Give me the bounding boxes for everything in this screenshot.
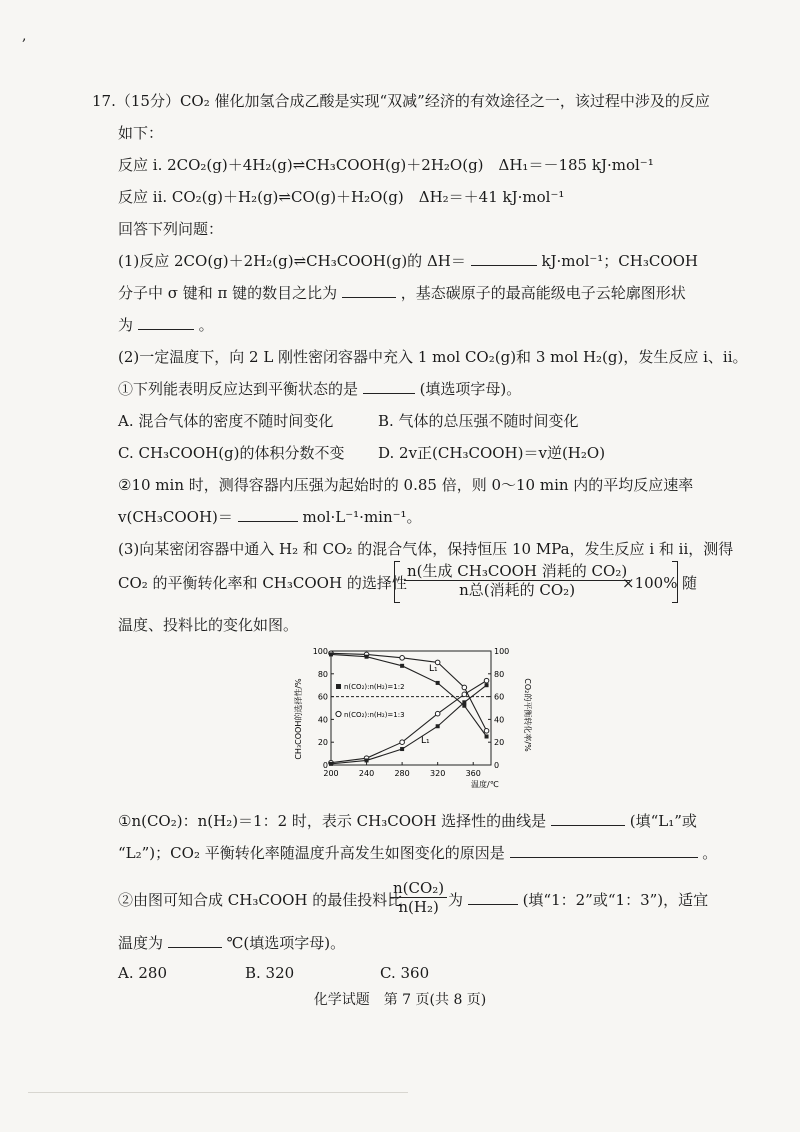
scan-mark: , [22,28,27,44]
plot-frame [331,651,491,765]
selectivity-fraction [402,562,632,599]
blank-feed-ratio[interactable] [468,890,518,905]
feed-ratio-numerator: n(CO₂) [390,879,447,898]
blank-temperature[interactable] [168,933,222,948]
part3-q2-text-c: (填“1：2”或“1：3”)，适宜 [522,891,709,909]
part2-intro: (2)一定温度下，向 2 L 刚性密闭容器中充入 1 mol CO₂(g)和 3 mol H₂(g)，发生反应 i、ii。 [118,348,748,366]
y-axis-left-label: CH₃COOH的选择性/% [294,678,303,760]
data-point-square [329,652,333,656]
data-point-square [365,655,369,659]
data-point-square [436,724,440,728]
part1-text-a: (1)反应 2CO(g)＋2H₂(g)⇌CH₃COOH(g)的 ΔH＝ [118,252,466,270]
y-tick-label-left: 60 [317,692,328,702]
x-tick-label: 200 [323,769,339,778]
legend-circle-marker [336,711,341,716]
data-point-circle [462,692,467,697]
selectivity-conversion-chart [293,645,533,790]
answer-prompt: 回答下列问题： [118,220,224,238]
data-point-square [485,735,489,739]
feed-ratio-denominator: n(H₂) [398,898,439,916]
y-tick-label-right: 80 [494,669,505,679]
y-tick-label-right: 100 [494,647,510,656]
data-point-circle [484,678,489,683]
part3-line2-tail: 随 [682,574,698,592]
y-tick-label-left: 40 [317,715,328,725]
data-point-circle [400,656,405,661]
part1-line1 [118,251,698,271]
data-point-square [436,681,440,685]
part3-q1-text-a: ①n(CO₂)：n(H₂)＝1：2 时，表示 CH₃COOH 选择性的曲线是 [118,812,547,830]
data-point-circle [484,729,489,734]
option-c: C. CH₃COOH(g)的体积分数不变 [118,444,345,462]
option-a: A. 混合气体的密度不随时间变化 [118,412,334,430]
curve-label-L1-top: L₁ [429,664,438,674]
blank-reason[interactable] [510,843,698,858]
blank-delta-h[interactable] [471,251,537,266]
selectivity-percent: ×100% [622,574,678,592]
bottom-rule [28,1092,408,1093]
part3-q2-line2 [118,933,345,953]
y-tick-label-right: 60 [494,692,505,702]
blank-rate[interactable] [238,507,298,522]
data-point-square [462,704,466,708]
bracket-right [672,561,678,603]
legend-label-1to2: n(CO₂):n(H₂)=1:2 [344,683,405,691]
legend-label-1to3: n(CO₂):n(H₂)=1:3 [344,711,405,719]
bracket-left-hooks [394,561,400,603]
y-tick-label-left: 80 [317,669,328,679]
answer-option-c: C. 360 [380,964,430,982]
part1-text-b: kJ·mol⁻¹；CH₃COOH [541,252,699,270]
part3-q1-text-d: 。 [702,844,718,862]
x-tick-label: 240 [358,769,375,778]
page-footer: 化学试题 第 7 页(共 8 页) [313,992,487,1008]
part3-q1-text-c: “L₂”)；CO₂ 平衡转化率随温度升高发生如图变化的原因是 [118,844,505,862]
part3-q2-text-e: ℃(填选项字母)。 [226,934,346,952]
data-point-square [365,758,369,762]
part3-q2-text-d: 温度为 [118,934,164,952]
answer-option-b: B. 320 [245,964,295,982]
part1-text-f: 。 [198,316,214,334]
y-tick-label-right: 20 [494,738,505,748]
y-tick-label-left: 20 [317,738,328,748]
blank-equilibrium-choice[interactable] [363,379,415,394]
reaction-ii: 反应 ii. CO₂(g)＋H₂(g)⇌CO(g)＋H₂O(g) ΔH₂＝＋41 kJ·mol⁻¹ [118,188,565,206]
x-axis-label: 温度/℃ [471,780,499,789]
answer-option-a: A. 280 [118,964,167,982]
part1-text-d: ，基态碳原子的最高能级电子云轮廓图形状 [400,284,686,302]
reaction-i: 反应 i. 2CO₂(g)＋4H₂(g)⇌CH₃COOH(g)＋2H₂O(g) ΔH₁＝－185 kJ·mol⁻¹ [118,156,654,174]
question-intro-line1: 17.（15分）CO₂ 催化加氢合成乙酸是实现“双减”经济的有效途径之一，该过程中涉及的反应 [92,92,710,110]
part3-q2-text-b: 为 [448,891,464,909]
data-point-square [400,747,404,751]
part3-q2-line1-tail [448,890,708,910]
part1-line2 [118,283,686,303]
option-d: D. 2v正(CH₃COOH)＝v逆(H₂O) [378,444,606,462]
blank-bond-ratio[interactable] [342,283,396,298]
data-point-square [462,700,466,704]
x-tick-label: 320 [430,769,446,778]
legend-square-marker [336,684,341,689]
part2-q1-text-b: (填选项字母)。 [419,380,522,398]
question-intro-line2: 如下： [118,124,164,142]
blank-orbital-shape[interactable] [138,315,194,330]
part2-q2-line2 [118,507,422,527]
part1-text-e: 为 [118,316,134,334]
selectivity-numerator: n(生成 CH₃COOH 消耗的 CO₂) [404,562,630,581]
part2-q2-line1: ②10 min 时，测得容器内压强为起始时的 0.85 倍，则 0～10 min 内的平均反应速率 [118,476,694,494]
part2-q2-text-b: v(CH₃COOH)＝ [118,508,233,526]
part3-q1-line2 [118,843,717,863]
part1-line3 [118,315,214,335]
y-axis-right-label: CO₂的平衡转化率/% [523,678,532,752]
part3-q1-line1 [118,811,697,831]
data-point-square [400,664,404,668]
y-tick-label-right: 40 [494,715,505,725]
legend [336,683,405,719]
feed-ratio-fraction [388,879,449,916]
part2-q1 [118,379,521,399]
part3-q2-line1-text: ②由图可知合成 CH₃COOH 的最佳投料比 [118,891,403,909]
part1-text-c: 分子中 σ 键和 π 键的数目之比为 [118,284,338,302]
data-point-circle [435,711,440,716]
blank-curve-choice[interactable] [551,811,625,826]
data-point-square [485,683,489,687]
data-point-circle [400,740,405,745]
y-tick-label-right: 0 [494,761,500,770]
data-point-circle [462,685,467,690]
y-tick-label-left: 100 [312,647,328,656]
part2-q2-text-c: mol·L⁻¹·min⁻¹。 [302,508,422,526]
curve-label-L1-bottom: L₁ [421,736,430,746]
x-tick-label: 280 [394,769,410,778]
part2-q1-text-a: ①下列能表明反应达到平衡状态的是 [118,380,359,398]
part3-line3: 温度、投料比的变化如图。 [118,616,299,634]
selectivity-denominator: n总(消耗的 CO₂) [459,581,576,599]
option-b: B. 气体的总压强不随时间变化 [378,412,579,430]
data-point-square [329,762,333,766]
part3-line1: (3)向某密闭容器中通入 H₂ 和 CO₂ 的混合气体，保持恒压 10 MPa，发生反应 i 和 ii，测得 [118,540,734,558]
x-tick-label: 360 [465,769,481,778]
part3-q1-text-b: (填“L₁”或 [629,812,697,830]
part3-line2-text: CO₂ 的平衡转化率和 CH₃COOH 的选择性 [118,574,407,592]
y-tick-label-left: 0 [322,761,328,770]
